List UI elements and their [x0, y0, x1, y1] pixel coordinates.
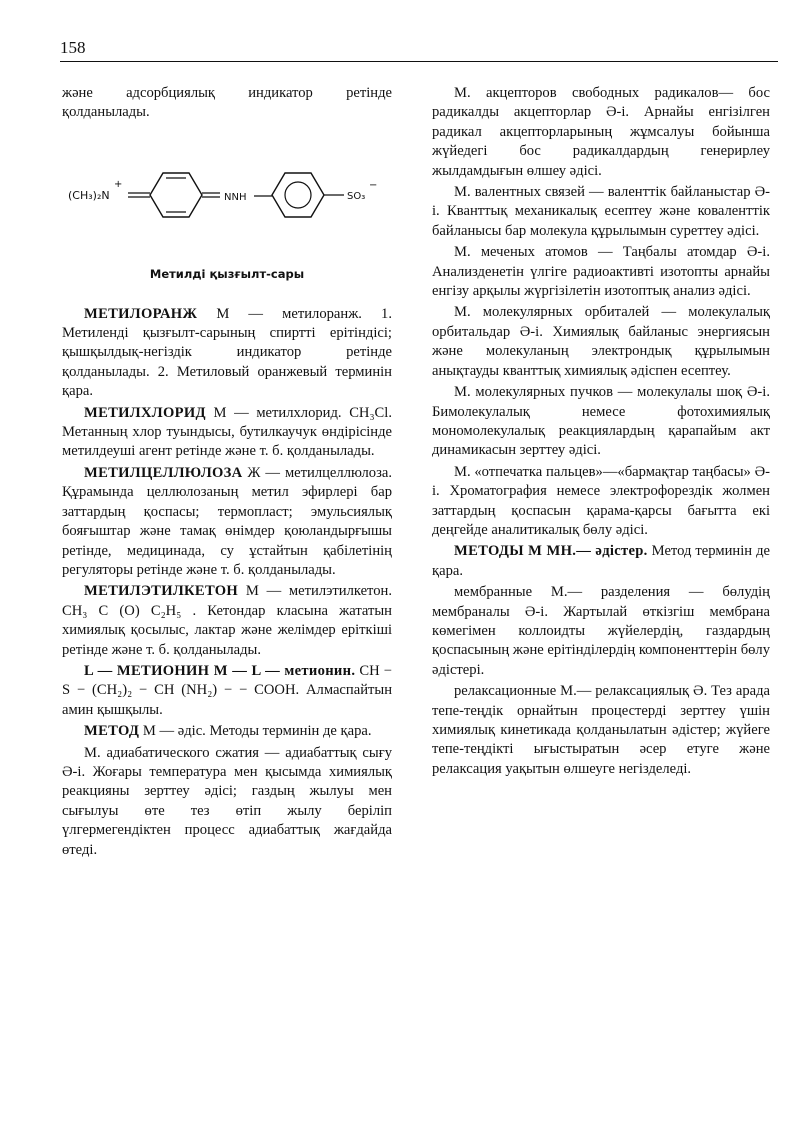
intro-text: және адсорбциялық индикатор ретінде қолданылады.	[62, 85, 392, 121]
entry-term: МЕТИЛОРАНЖ	[84, 305, 198, 322]
entry-radical-acceptors: М. акцепторов свободных радикалов— бос радикалды акцепторлар Ә-і. Арнайы енгізілген радикал акцепторларының жұмсалуы бойынша жүйедегі бос радикалдардың генерирлеу жылдамдығын өлшеу әдісі.	[432, 85, 770, 179]
formula-plus-sign: +	[114, 178, 123, 190]
entry-metod	[62, 722, 392, 741]
benzene-ring	[272, 173, 324, 217]
entry-valence-bonds: М. валентных связей — валенттік байланыстар Ә-і. Кванттық механикалық есептеу және коваленттік байланысы бар молекула құрылымын суреттеу әдісі.	[432, 184, 770, 239]
entry-body: М — метилэтилкетон. CH₃ C (O) C₂H₅ . Кетондар класына жататын химиялық қосылыс, лактар және желімдер еріткіші ретінде және т. б. қолданылады.	[62, 583, 392, 658]
formula-bridge: NNH	[224, 191, 247, 203]
entry-metiletilketon	[62, 582, 392, 660]
entry-body: М — әдіс. Методы терминін де қара.	[139, 723, 372, 740]
entry-fingerprint: М. «отпечатка пальцев»—«бармақтар таңбасы» Ә-і. Хроматография немесе электрофорездік жолмен заттардың қоспасын қарама-қарсы бағытта екі деңгейде аналитикалық бөлу әдісі.	[432, 463, 770, 538]
entry-body: Метод терминін де қара.	[432, 543, 770, 579]
formula-minus-sign: −	[369, 179, 378, 191]
entry-metionin	[62, 662, 392, 720]
entry-body: М — метилхлорид. CH₃Cl. Метанның хлор туындысы, бутилкаучук өндірісінде метилдеуші агент ретінде және т. б. қолданылады.	[62, 404, 392, 460]
entry-molecular-beams: М. молекулярных пучков — молекулалы шоқ Ә-і. Бимолекулалық немесе фотохимиялық мономолекулалық реакциялардың қарапайым акт динамикасын зерттеу әдісі.	[432, 384, 770, 459]
entry-term: L — МЕТИОНИН М — L — метионин.	[84, 662, 356, 679]
formula-left-group: (CH₃)₂N	[68, 188, 110, 202]
entry-body: Ж — метилцеллюлоза. Құрамында целлюлозаның метил эфирлері бар заттардың қоспасы; термопласт; эмульсиялық бояғыштар және тамақ өнімдер қоюландырғышы ретінде, медицинада, су ұстайтын қабілетінің регуляторы ретінде және т. б. қолданылады.	[62, 464, 392, 578]
entry-metody	[432, 542, 770, 581]
entry-adiabatic-method: М. адиабатического сжатия — адиабаттық сығу Ә-і. Жоғары температура мен қысымда химиялық реакцияны зерттеу әдісі; газдың жылуы мен сығылуы өте тез өтіп жылу беріліп үлгермегендіктен процесс адиабаттық жағдайда өтеді.	[62, 744, 392, 858]
right-column	[432, 84, 770, 781]
entry-metiltsellyuloza	[62, 464, 392, 580]
entry-term: МЕТИЛЦЕЛЛЮЛОЗА	[84, 464, 243, 481]
entry-metiloranzh	[62, 305, 392, 402]
methyl-orange-formula	[62, 125, 392, 263]
entry-term: МЕТИЛХЛОРИД	[84, 404, 206, 421]
entry-term: МЕТОДЫ М МН.— әдістер.	[454, 543, 648, 560]
formula-caption: Метилді қызғылт-сары	[149, 267, 305, 282]
header-rule	[60, 61, 778, 62]
entry-metilkhlorid	[62, 404, 392, 462]
entry-term: МЕТОД	[84, 723, 140, 740]
quinoid-ring	[150, 173, 202, 217]
entry-relaxation-methods: релаксационные М.— релаксациялық Ә. Тез арада тепе-теңдік орнайтын процестерді зерттеу үшін химиялық кинетикада қолданылатын әдістер; жүйеге тепе-теңдікті ығыстыратын әсер етуге және релаксация уақытын өлшеуге негізделеді.	[432, 683, 770, 777]
entry-term: МЕТИЛЭТИЛКЕТОН	[84, 583, 239, 600]
left-column	[62, 84, 392, 862]
entry-membrane-methods: мембранные М.— разделения — бөлудің мембраналы Ә-і. Жартылай өткізгіш мембрана көмегімен коллоидты жүйелердің, газдардың қоспасының және ерітінділердің компоненттерін бөлу әдістері.	[432, 584, 770, 678]
formula-right-group: SO₃	[347, 190, 366, 202]
page-number: 158	[60, 38, 86, 57]
entry-molecular-orbitals: М. молекулярных орбиталей — молекулалық орбитальдар Ә-і. Химиялық байланыс энергиясын және молекуланың электрондық құрылымын анықтауды кванттық химиялық әдіспен есептеу.	[432, 304, 770, 379]
entry-labeled-atoms: М. меченых атомов — Таңбалы атомдар Ә-і. Анализденетін үлгіге радиоактивті изотопты арнайы енгізу арқылы жүргізілетін изотоптық анализ әдісі.	[432, 244, 770, 300]
entry-body: CH − S − (CH₂)₂ − CH (NH₂) − − COOH. Алмаспайтын амин қышқылы.	[62, 662, 392, 718]
entry-body: М — метилоранж. 1. Метиленді қызғылт-сарының спиртті ерітіндісі; қышқылдық-негіздік индикатор ретінде қолданылады. 2. Метиловый оранжевый терминін қара.	[62, 305, 392, 400]
